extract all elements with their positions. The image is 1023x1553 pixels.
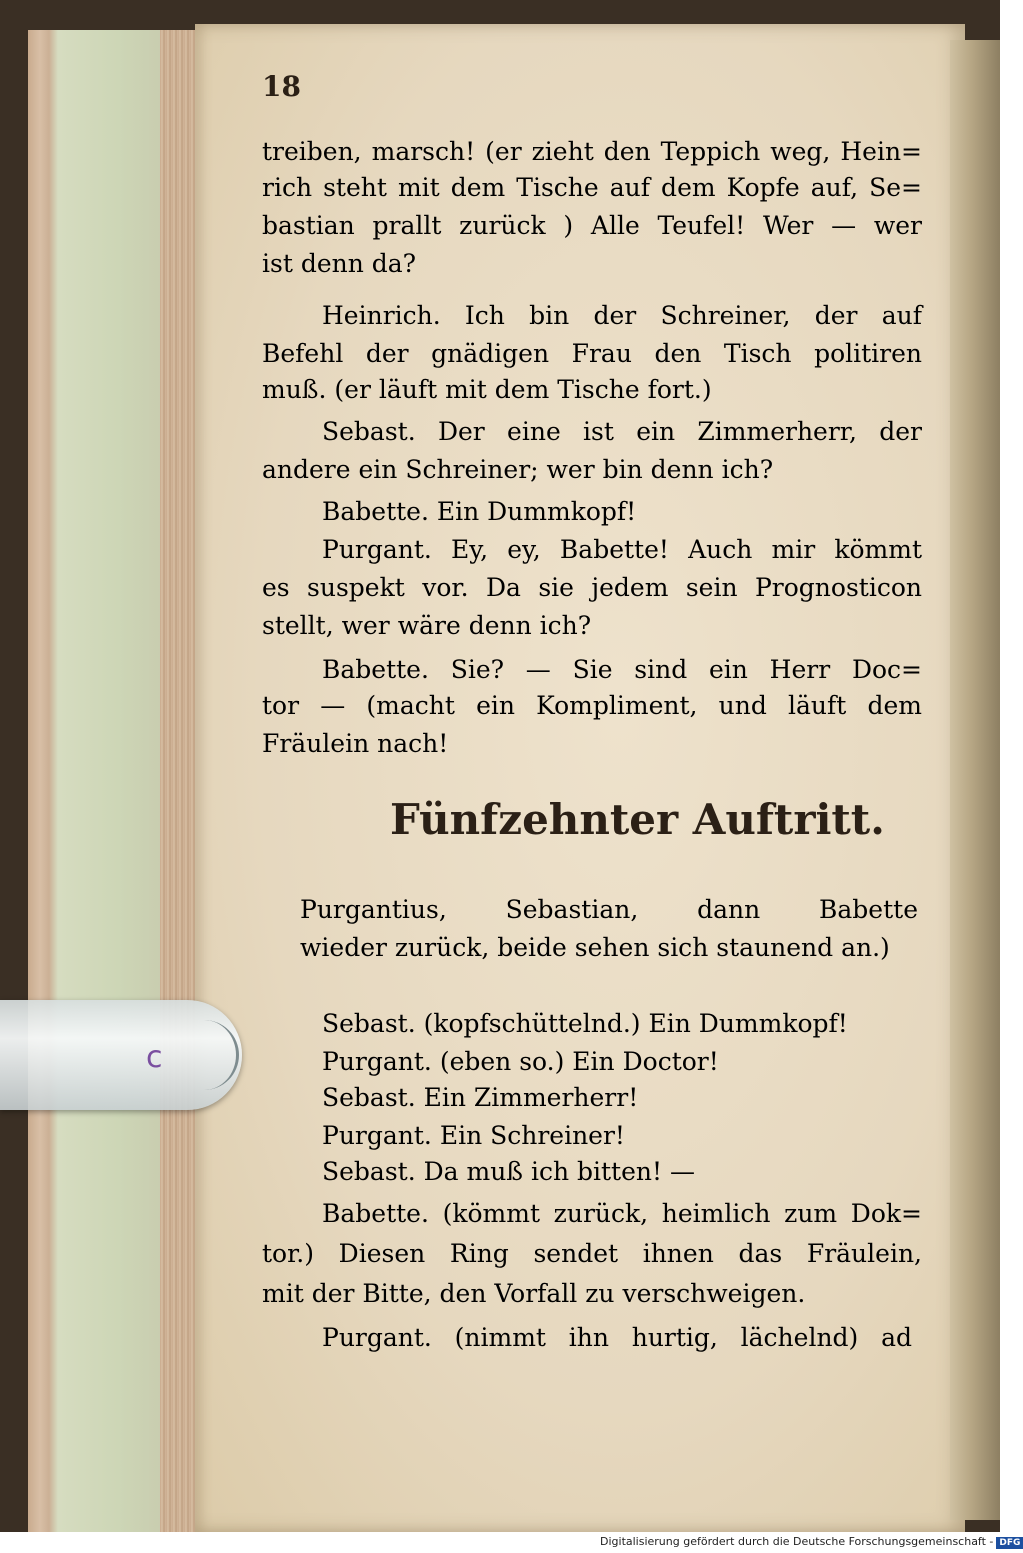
text-line: ist denn da? xyxy=(262,249,417,278)
text-line: Purgant. (eben so.) Ein Doctor! xyxy=(322,1047,719,1076)
text-line: Befehl der gnädigen Frau den Tisch politiren xyxy=(262,339,922,368)
page-gutter xyxy=(950,40,1000,1520)
text-line: Babette. Ein Dummkopf! xyxy=(322,497,637,526)
text-line: mit der Bitte, den Vorfall zu verschweigen. xyxy=(262,1279,806,1308)
book-cover-board xyxy=(28,30,178,1532)
text-line: wieder zurück, beide sehen sich staunend an.) xyxy=(300,933,890,962)
text-line: Purgantius, Sebastian, dann Babette xyxy=(300,895,918,924)
page-number: 18 xyxy=(262,70,301,103)
scene-heading: Fünfzehnter Auftritt. xyxy=(390,795,885,844)
text-line: Purgant. Ey, ey, Babette! Auch mir kömmt xyxy=(322,535,922,564)
text-line: muß. (er läuft mit dem Tische fort.) xyxy=(262,375,712,404)
text-line: treiben, marsch! (er zieht den Teppich weg, Hein= xyxy=(262,137,922,166)
digitization-credit xyxy=(600,1535,1023,1549)
text-line: Sebast. Ein Zimmerherr! xyxy=(322,1083,639,1112)
text-line: Sebast. Da muß ich bitten! — xyxy=(322,1157,695,1186)
text-line: Babette. (kömmt zurück, heimlich zum Dok= xyxy=(322,1199,922,1228)
ink-mark: c xyxy=(146,1040,163,1075)
text-line: Sebast. Der eine ist ein Zimmerherr, der xyxy=(322,417,922,446)
page-edges xyxy=(160,30,200,1532)
text-line: Purgant. (nimmt ihn hurtig, lächelnd) ad xyxy=(322,1323,912,1352)
text-line: tor.) Diesen Ring sendet ihnen das Fräulein, xyxy=(262,1239,922,1268)
text-line: rich steht mit dem Tische auf dem Kopfe auf, Se= xyxy=(262,173,922,202)
text-line: bastian prallt zurück ) Alle Teufel! Wer — wer xyxy=(262,211,922,240)
text-line: Fräulein nach! xyxy=(262,729,449,758)
text-line: stellt, wer wäre denn ich? xyxy=(262,611,592,640)
text-line: andere ein Schreiner; wer bin denn ich? xyxy=(262,455,774,484)
text-line: Sebast. (kopfschüttelnd.) Ein Dummkopf! xyxy=(322,1009,848,1038)
text-line: Heinrich. Ich bin der Schreiner, der auf xyxy=(322,301,922,330)
text-line: Babette. Sie? — Sie sind ein Herr Doc= xyxy=(322,655,922,684)
text-line: Purgant. Ein Schreiner! xyxy=(322,1121,625,1150)
dfg-logo: DFG xyxy=(996,1537,1023,1549)
text-line: es suspekt vor. Da sie jedem sein Prognosticon xyxy=(262,573,922,602)
credit-text: Digitalisierung gefördert durch die Deutsche Forschungsgemeinschaft - xyxy=(600,1535,994,1548)
text-line: tor — (macht ein Kompliment, und läuft dem xyxy=(262,691,922,720)
